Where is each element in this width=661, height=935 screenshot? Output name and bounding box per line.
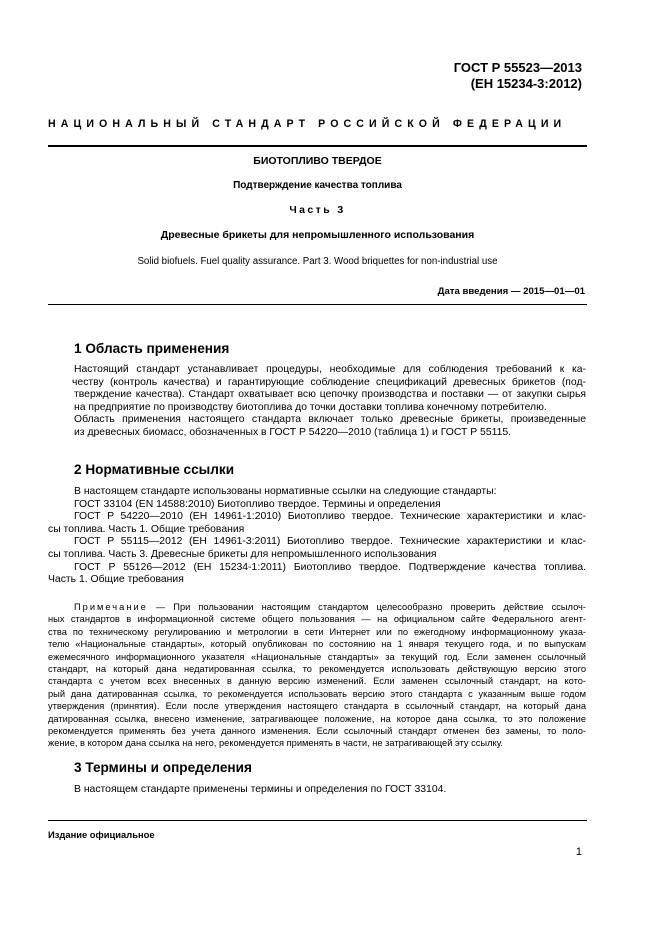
- section-1-line: Настоящий стандарт устанавливает процедуры, необходимые для соблюдения требований к ка-: [74, 364, 586, 375]
- section-1-line: на предприятие по производству биотоплива до точки доставки топлива конечному потребителю.: [74, 401, 547, 413]
- note-line: ных стандартов в информационной системе общего пользования — на официальном сайте Федерального агент-: [48, 614, 586, 625]
- note-line: телю «Национальные стандарты», который опубликован по состоянию на 1 января текущего года, и по выпускам: [48, 639, 586, 650]
- english-title: Solid biofuels. Fuel quality assurance. Part 3. Wood briquettes for non-industrial use: [137, 256, 498, 267]
- section-1-line: Область применения настоящего стандарта включает только древесные брикеты, произведенные: [74, 414, 586, 426]
- standard-code: [454, 60, 582, 92]
- header-divider: [48, 145, 587, 147]
- document-part: Часть 3: [289, 204, 346, 216]
- note-line: жение, в котором дана ссылка на него, рекомендуется применять в части, не затрагивающей эту ссылку.: [48, 738, 504, 749]
- note-line: рекомендуется применять без учета данного изменения. Если ссылочный стандарт отменен без замены, то поло-: [48, 726, 586, 737]
- section-2-body: [48, 486, 586, 587]
- official-edition-label: Издание официальное: [48, 829, 155, 840]
- section-1-line: тверждение качества). Стандарт охватывает всю цепочку производства и поставки — от закупки сырья: [74, 389, 586, 401]
- section-1-line: честву (контроль качества) и гарантирующие соблюдение спецификаций древесных брикетов (под-: [72, 376, 586, 388]
- section-3-heading: 3 Термины и определения: [74, 760, 252, 775]
- section-3-line: В настоящем стандарте применены термины и определения по ГОСТ 33104.: [74, 784, 447, 795]
- reference-line: В настоящем стандарте использованы нормативные ссылки на следующие стандарты:: [74, 486, 497, 497]
- standard-code-line1: ГОСТ Р 55523—2013: [453, 60, 582, 75]
- reference-line: ГОСТ 33104 (EN 14588:2010) Биотопливо твердое. Термины и определения: [74, 498, 441, 510]
- document-subtitle: Подтверждение качества топлива: [233, 180, 402, 191]
- section-1-line: из древесных биомасс, обозначенных в ГОСТ Р 54220—2010 (таблица 1) и ГОСТ Р 55115.: [74, 426, 512, 438]
- reference-line: ГОСТ Р 55126—2012 (ЕН 15234-1:2011) Биотопливо твердое. Подтверждение качества топлива.: [74, 561, 586, 573]
- document-part-title: Древесные брикеты для непромышленного использования: [160, 229, 475, 241]
- title-divider: [48, 304, 587, 305]
- page-number: 1: [575, 846, 582, 858]
- reference-line: сы топлива. Часть 1. Общие требования: [48, 523, 245, 535]
- reference-line: ГОСТ Р 55115—2012 (ЕН 14961-3:2011) Биотопливо твердое. Технические характеристики и клас-: [74, 536, 586, 548]
- note-line: стандарта с учетом всех внесенных в данную версию изменений. Если заменен ссылочный стандарт, на кото-: [48, 676, 586, 687]
- note-line: утверждения (принятия). Если после утверждения настоящего стандарта в ссылочный стандарт, на который дана: [48, 701, 586, 712]
- footer-divider: [48, 820, 587, 821]
- reference-line: сы топлива. Часть 3. Древесные брикеты для непромышленного использования: [48, 548, 437, 560]
- note-line: рый дана датированная ссылка, то рекомендуется использовать версию этого стандарта с указанным выше годом: [48, 688, 586, 699]
- note-line: стандарт, на который дана недатированная ссылка, то рекомендуется использовать действующую версию этого: [48, 664, 586, 675]
- section-1-body: [74, 364, 586, 440]
- note-line: ства по техническому регулированию и метрологии в сети Интернет или по ежегодному информационному указа-: [48, 626, 586, 637]
- note-line: ежемесячного информационного указателя «Национальные стандарты» за текущий год. Если заменен ссылочный: [48, 651, 586, 662]
- section-1-heading: 1 Область применения: [74, 341, 230, 356]
- reference-line: Часть 1. Общие требования: [48, 574, 184, 586]
- reference-line: ГОСТ Р 54220—2010 (ЕН 14961-1:2010) Биотопливо твердое. Технические характеристики и клас-: [74, 511, 586, 523]
- note-text: — При пользовании настоящим стандартом целесообразно проверить действие ссылоч-: [155, 602, 586, 612]
- national-standard-heading: НАЦИОНАЛЬНЫЙ СТАНДАРТ РОССИЙСКОЙ ФЕДЕРАЦИИ: [48, 118, 567, 130]
- introduction-date: Дата введения — 2015—01—01: [437, 286, 585, 297]
- document-title: БИОТОПЛИВО ТВЕРДОЕ: [253, 155, 382, 167]
- section-3-body: [74, 784, 586, 797]
- section-2-heading: 2 Нормативные ссылки: [74, 462, 235, 477]
- note-line: датированная ссылка, внесено изменение, затрагивающее положение, на которое дана ссылка, то это положение: [48, 713, 586, 724]
- standard-code-line2: (ЕН 15234-3:2012): [470, 76, 582, 91]
- note-line: [48, 601, 586, 613]
- section-2-note: [48, 601, 586, 750]
- note-label: Примечание: [74, 602, 148, 612]
